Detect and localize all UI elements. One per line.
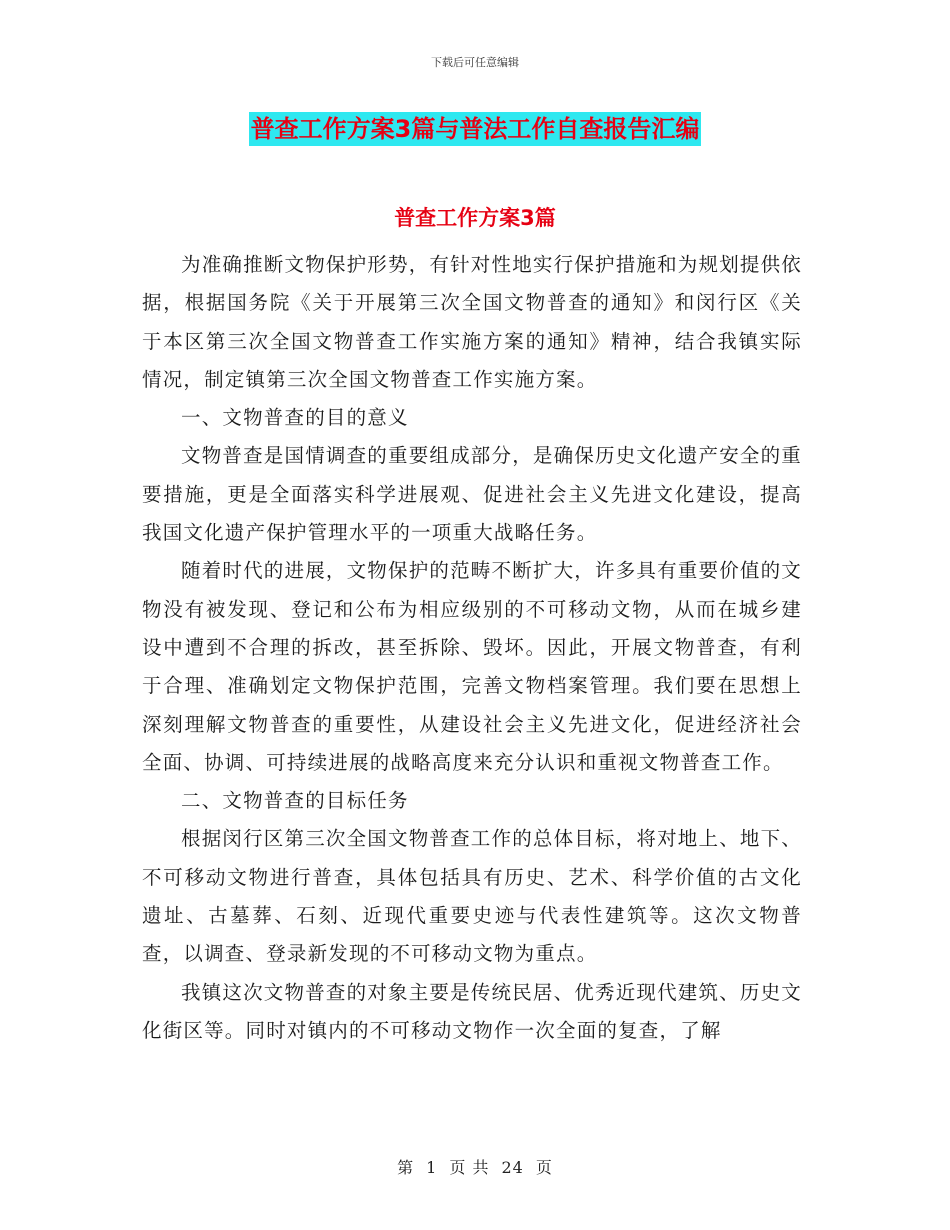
page-number: 1 [426,1158,438,1177]
section-heading-2: 二、文物普查的目标任务 [181,789,409,813]
total-pages: 24 [501,1158,524,1177]
footer-mid: 页 共 [449,1158,490,1177]
main-title-container [0,112,950,146]
footer-suffix: 页 [535,1158,553,1177]
header-note: 下载后可任意编辑 [431,56,519,69]
paragraph-targets: 根据闵行区第三次全国文物普查工作的总体目标，将对地上、地下、不可移动文物进行普查，具体包括具有历史、艺术、科学价值的古文化遗址、古墓葬、石刻、近现代重要史迹与代表性建筑等。这次文物普查，以调查、登录新发现的不可移动文物为重点。 [142,827,803,966]
document-sub-title: 普查工作方案3篇 [394,206,556,230]
page-footer [0,1155,950,1178]
paragraph-importance: 随着时代的进展，文物保护的范畴不断扩大，许多具有重要价值的文物没有被发现、登记和公布为相应级别的不可移动文物，从而在城乡建设中遭到不合理的拆改，甚至拆除、毁坏。因此，开展文物普查，有利于合理、准确划定文物保护范围，完善文物档案管理。我们要在思想上深刻理解文物普查的重要性，从建设社会主义先进文化，促进经济社会全面、协调、可持续进展的战略高度来充分认识和重视文物普查工作。 [142,559,803,774]
document-body [142,246,802,1050]
document-main-title: 普查工作方案3篇与普法工作自查报告汇编 [249,112,702,146]
paragraph-intro: 为准确推断文物保护形势，有针对性地实行保护措施和为规划提供依据，根据国务院《关于开展第三次全国文物普查的通知》和闵行区《关于本区第三次全国文物普查工作实施方案的通知》精神，结合我镇实际情况，制定镇第三次全国文物普查工作实施方案。 [142,253,803,391]
footer-prefix: 第 [397,1158,415,1177]
paragraph-purpose: 文物普查是国情调查的重要组成部分，是确保历史文化遗产安全的重要措施，更是全面落实科学进展观、促进社会主义先进文化建设，提高我国文化遗产保护管理水平的一项重大战略任务。 [142,444,803,545]
section-heading-1: 一、文物普查的目的意义 [181,406,409,430]
paragraph-scope: 我镇这次文物普查的对象主要是传统民居、优秀近现代建筑、历史文化街区等。同时对镇内的不可移动文物作一次全面的复查，了解 [142,980,803,1042]
